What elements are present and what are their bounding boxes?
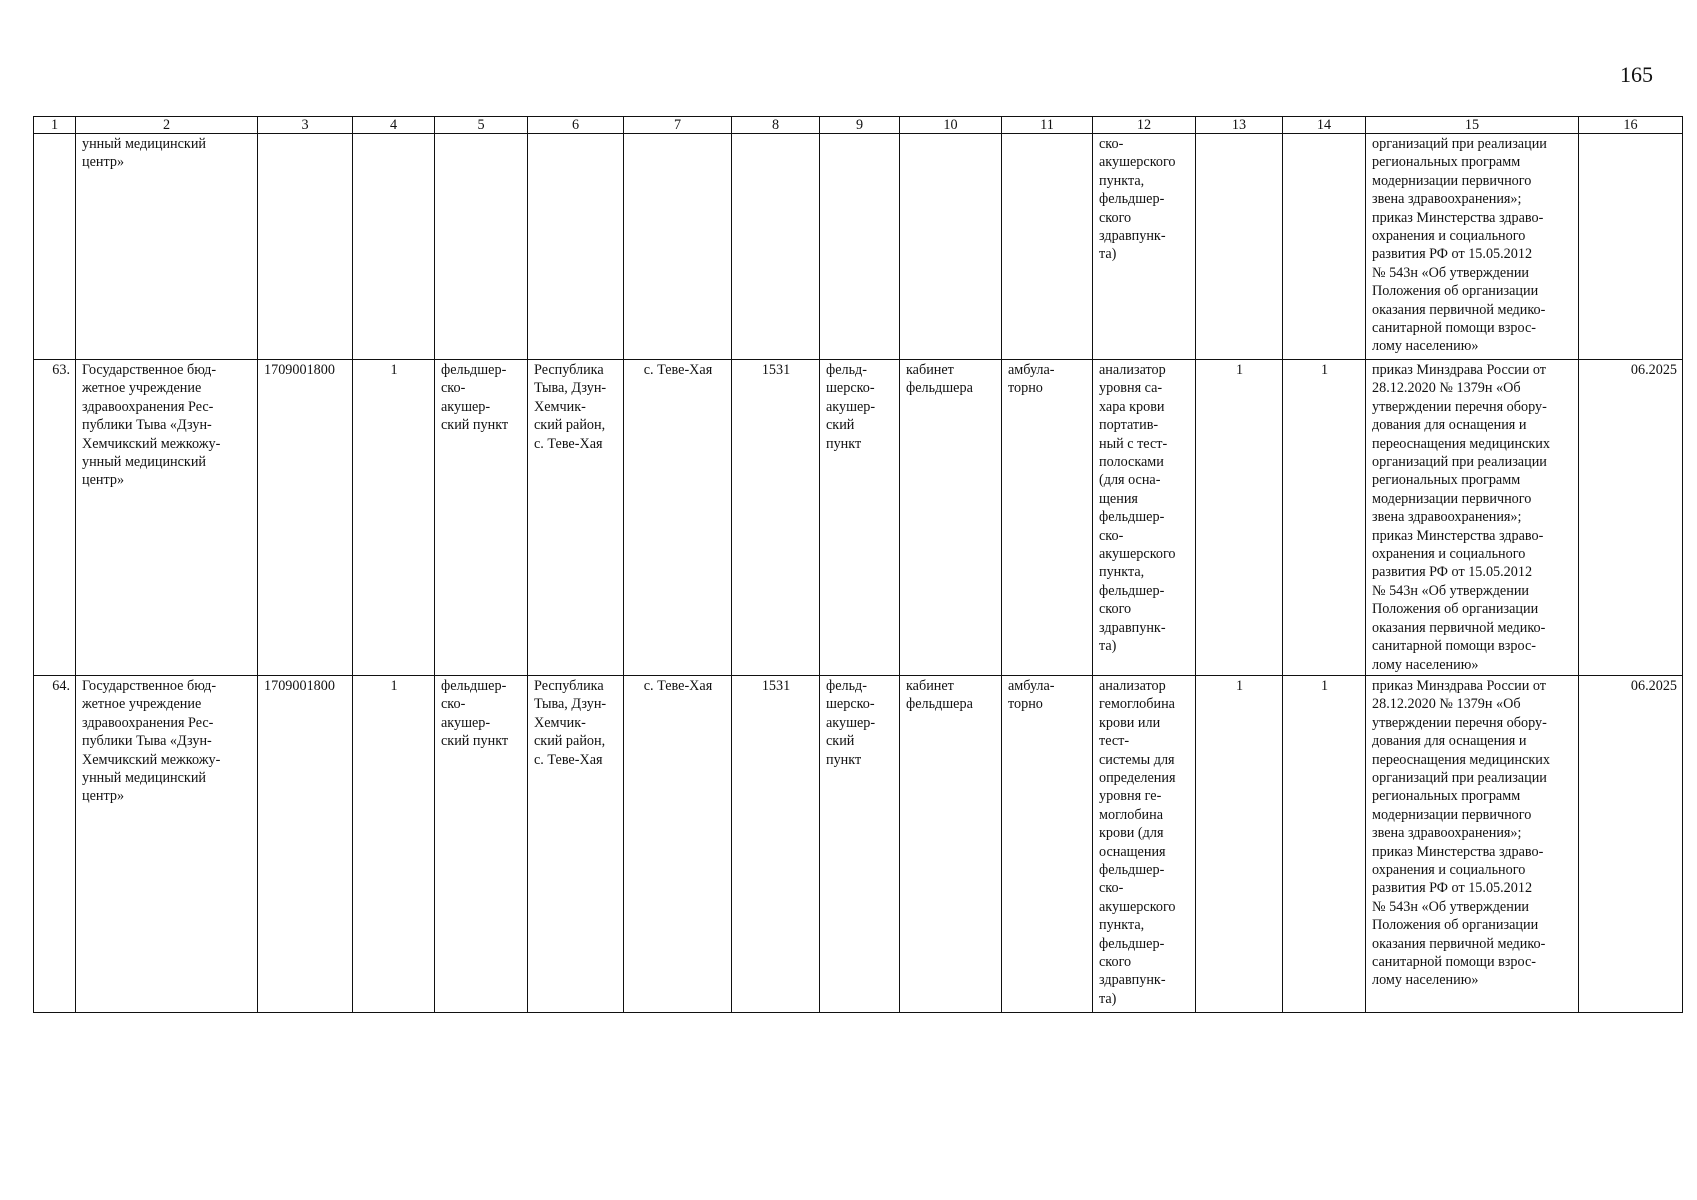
table-row — [34, 134, 1683, 360]
col-header: 6 — [528, 117, 624, 134]
population: 1531 — [761, 362, 791, 378]
settlement: с. Теве-Хая — [643, 362, 713, 378]
row-number: 63. — [52, 362, 70, 378]
room: кабинет фельдшера — [906, 362, 973, 397]
col-13-value: 1 — [1235, 362, 1244, 378]
due-date: 06.2025 — [1630, 677, 1677, 694]
col-13-value: 1 — [1235, 677, 1244, 694]
equipment-name: анализатор гемоглобина крови или тест- системы для определения уровня ге- моглобина крови (для оснащения фельдшер- ско- акушерского пункта, фельдшер- ского здравпунк- та) — [1099, 677, 1176, 1007]
col-header: 7 — [624, 117, 732, 134]
address: Республика Тыва, Дзун- Хемчик- ский район, с. Теве-Хая — [534, 362, 607, 452]
legal-basis: приказ Минздрава России от 28.12.2020 № 1379н «Об утверждении перечня обору- дования для оснащения и переоснащения медицинских организаций при реализации региональных программ модернизации первичного звена здравоохранения»; приказ Минстерства здраво- охранения и социального развития РФ от 15.05.2012 № 543н «Об утверждении Положения об организации оказания первичной медико- санитарной помощи взрос- лому населению» — [1372, 362, 1550, 673]
equipment-name: ско- акушерского пункта, фельдшер- ского здравпунк- та) — [1099, 136, 1176, 263]
quantity: 1 — [390, 362, 398, 378]
col-header: 8 — [732, 117, 820, 134]
unit-type: фельдшер- ско- акушер- ский пункт — [441, 677, 509, 750]
col-header: 10 — [900, 117, 1002, 134]
settlement: с. Теве-Хая — [643, 677, 713, 694]
row-number: 64. — [52, 677, 70, 694]
organization-name: Государственное бюд- жетное учреждение здравоохранения Рес- публики Тыва «Дзун- Хемчикский межкожу- унный медицинский центр» — [82, 677, 221, 805]
unit-kind: фельд- шерско- акушер- ский пункт — [826, 677, 876, 768]
unit-kind: фельд- шерско- акушер- ский пункт — [826, 362, 876, 452]
room: кабинет фельдшера — [906, 677, 973, 713]
col-header: 12 — [1093, 117, 1196, 134]
organization-name: унный медицинский центр» — [82, 136, 207, 171]
population: 1531 — [761, 677, 791, 694]
col-header: 2 — [76, 117, 258, 134]
col-header: 16 — [1579, 117, 1683, 134]
col-header: 11 — [1002, 117, 1093, 134]
legal-basis: приказ Минздрава России от 28.12.2020 № 1379н «Об утверждении перечня обору- дования для оснащения и переоснащения медицинских организаций при реализации региональных программ модернизации первичного звена здравоохранения»; приказ Минстерства здраво- охранения и социального развития РФ от 15.05.2012 № 543н «Об утверждении Положения об организации оказания первичной медико- санитарной помощи взрос- лому населению» — [1372, 677, 1550, 989]
col-header: 13 — [1196, 117, 1283, 134]
unit-type: фельдшер- ско- акушер- ский пункт — [441, 362, 509, 434]
equipment-table — [33, 116, 1683, 1013]
oktmo-code: 1709001800 — [264, 362, 335, 378]
due-date: 06.2025 — [1630, 362, 1677, 378]
care-mode: амбула- торно — [1008, 677, 1055, 713]
equipment-name: анализатор уровня са- хара крови портатив- ный с тест- полосками (для осна- щения фельдшер- ско- акушерского пункта, фельдшер- ского здравпунк- та) — [1099, 362, 1176, 655]
care-mode: амбула- торно — [1008, 362, 1055, 397]
col-header: 1 — [34, 117, 76, 134]
col-header: 15 — [1366, 117, 1579, 134]
col-header: 3 — [258, 117, 353, 134]
table-row — [34, 675, 1683, 1012]
col-header: 9 — [820, 117, 900, 134]
col-14-value: 1 — [1320, 362, 1329, 378]
table-row — [34, 360, 1683, 676]
organization-name: Государственное бюд- жетное учреждение здравоохранения Рес- публики Тыва «Дзун- Хемчикский межкожу- унный медицинский центр» — [82, 362, 221, 489]
page-number: 165 — [1620, 62, 1653, 87]
oktmo-code: 1709001800 — [264, 677, 335, 694]
quantity: 1 — [390, 677, 398, 694]
header-row — [34, 117, 1683, 134]
col-header: 4 — [353, 117, 435, 134]
legal-basis: организаций при реализации региональных программ модернизации первичного звена здравоохранения»; приказ Минстерства здраво- охранения и социального развития РФ от 15.05.2012 № 543н «Об утверждении Положения об организации оказания первичной медико- санитарной помощи взрос- лому населению» — [1372, 136, 1547, 355]
col-14-value: 1 — [1320, 677, 1329, 694]
col-header: 5 — [435, 117, 528, 134]
address: Республика Тыва, Дзун- Хемчик- ский район, с. Теве-Хая — [534, 677, 607, 768]
col-header: 14 — [1283, 117, 1366, 134]
